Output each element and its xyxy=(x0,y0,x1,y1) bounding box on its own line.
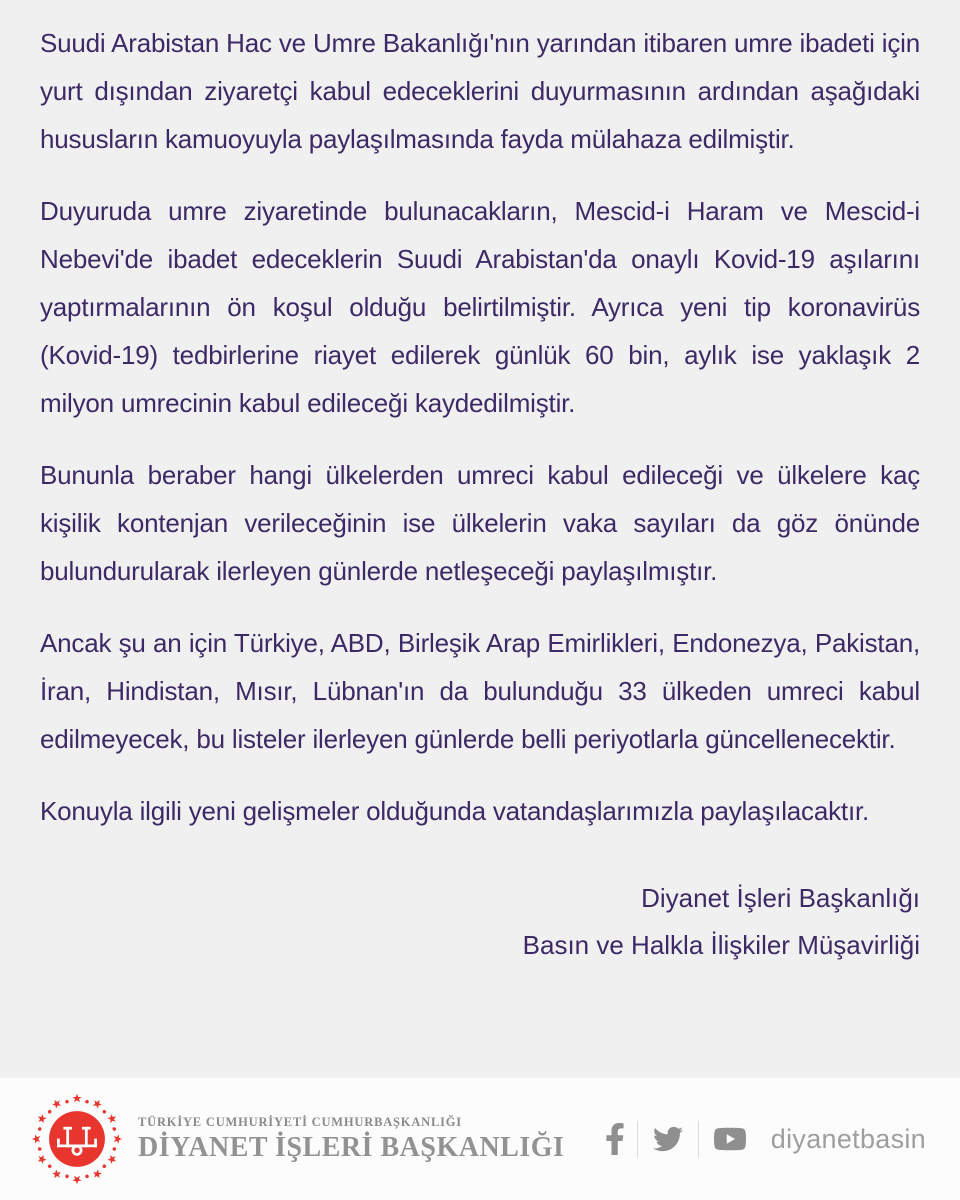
icon-divider xyxy=(637,1121,638,1157)
youtube-icon[interactable] xyxy=(711,1124,749,1154)
social-handle[interactable]: diyanetbasin xyxy=(770,1123,926,1154)
signature-block xyxy=(40,875,920,969)
org-identity xyxy=(138,1115,564,1164)
signature-line-1: Diyanet İşleri Başkanlığı xyxy=(641,883,920,913)
signature-line-2: Basın ve Halkla İlişkiler Müşavirliği xyxy=(522,930,920,960)
body-paragraph-4: Ancak şu an için Türkiye, ABD, Birleşik Arap Emirlikleri, Endonezya, Pakistan, İran, Hindistan, Mısır, Lübnan'ın da bulunduğu 33 ülkeden umreci kabul edilmeyecek, bu listeler ilerleyen günlerde belli periyotlarla güncellenecektir. xyxy=(40,628,920,754)
icon-divider xyxy=(698,1121,699,1157)
org-title: DİYANET İŞLERİ BAŞKANLIĞI xyxy=(138,1131,565,1163)
facebook-icon[interactable] xyxy=(605,1122,625,1156)
body-paragraph-2: Duyuruda umre ziyaretinde bulunacakların, Mescid-i Haram ve Mescid-i Nebevi'de ibadet edeceklerin Suudi Arabistan'da onaylı Kovid-19 aşılarını yaptırmalarının ön koşul olduğu belirtilmiştir. Ayrıca yeni tip koronavirüs (Kovid-19) tedbirlerine riayet edilerek günlük 60 bin, aylık ise yaklaşık 2 milyon umrecinin kabul edileceği kaydedilmiştir. xyxy=(40,196,920,418)
social-links xyxy=(605,1121,926,1157)
org-supertitle: TÜRKİYE CUMHURİYETİ CUMHURBAŞKANLIĞI xyxy=(138,1114,462,1129)
body-paragraph-1: Suudi Arabistan Hac ve Umre Bakanlığı'nın yarından itibaren umre ibadeti için yurt dışından ziyaretçi kabul edeceklerini duyurmasının ardından aşağıdaki hususların kamuoyuyla paylaşılmasında fayda mülahaza edilmiştir. xyxy=(40,28,920,154)
twitter-icon[interactable] xyxy=(650,1124,686,1154)
diyanet-emblem-icon xyxy=(28,1090,126,1188)
footer-bar xyxy=(0,1078,960,1200)
body-paragraph-3: Bununla beraber hangi ülkelerden umreci kabul edileceği ve ülkelere kaç kişilik kontenjan verileceğinin ise ülkelerin vaka sayıları da göz önünde bulundurularak ilerleyen günlerde netleşeceği paylaşılmıştır. xyxy=(40,460,920,586)
body-paragraph-5: Konuyla ilgili yeni gelişmeler olduğunda vatandaşlarımızla paylaşılacaktır. xyxy=(40,796,870,826)
